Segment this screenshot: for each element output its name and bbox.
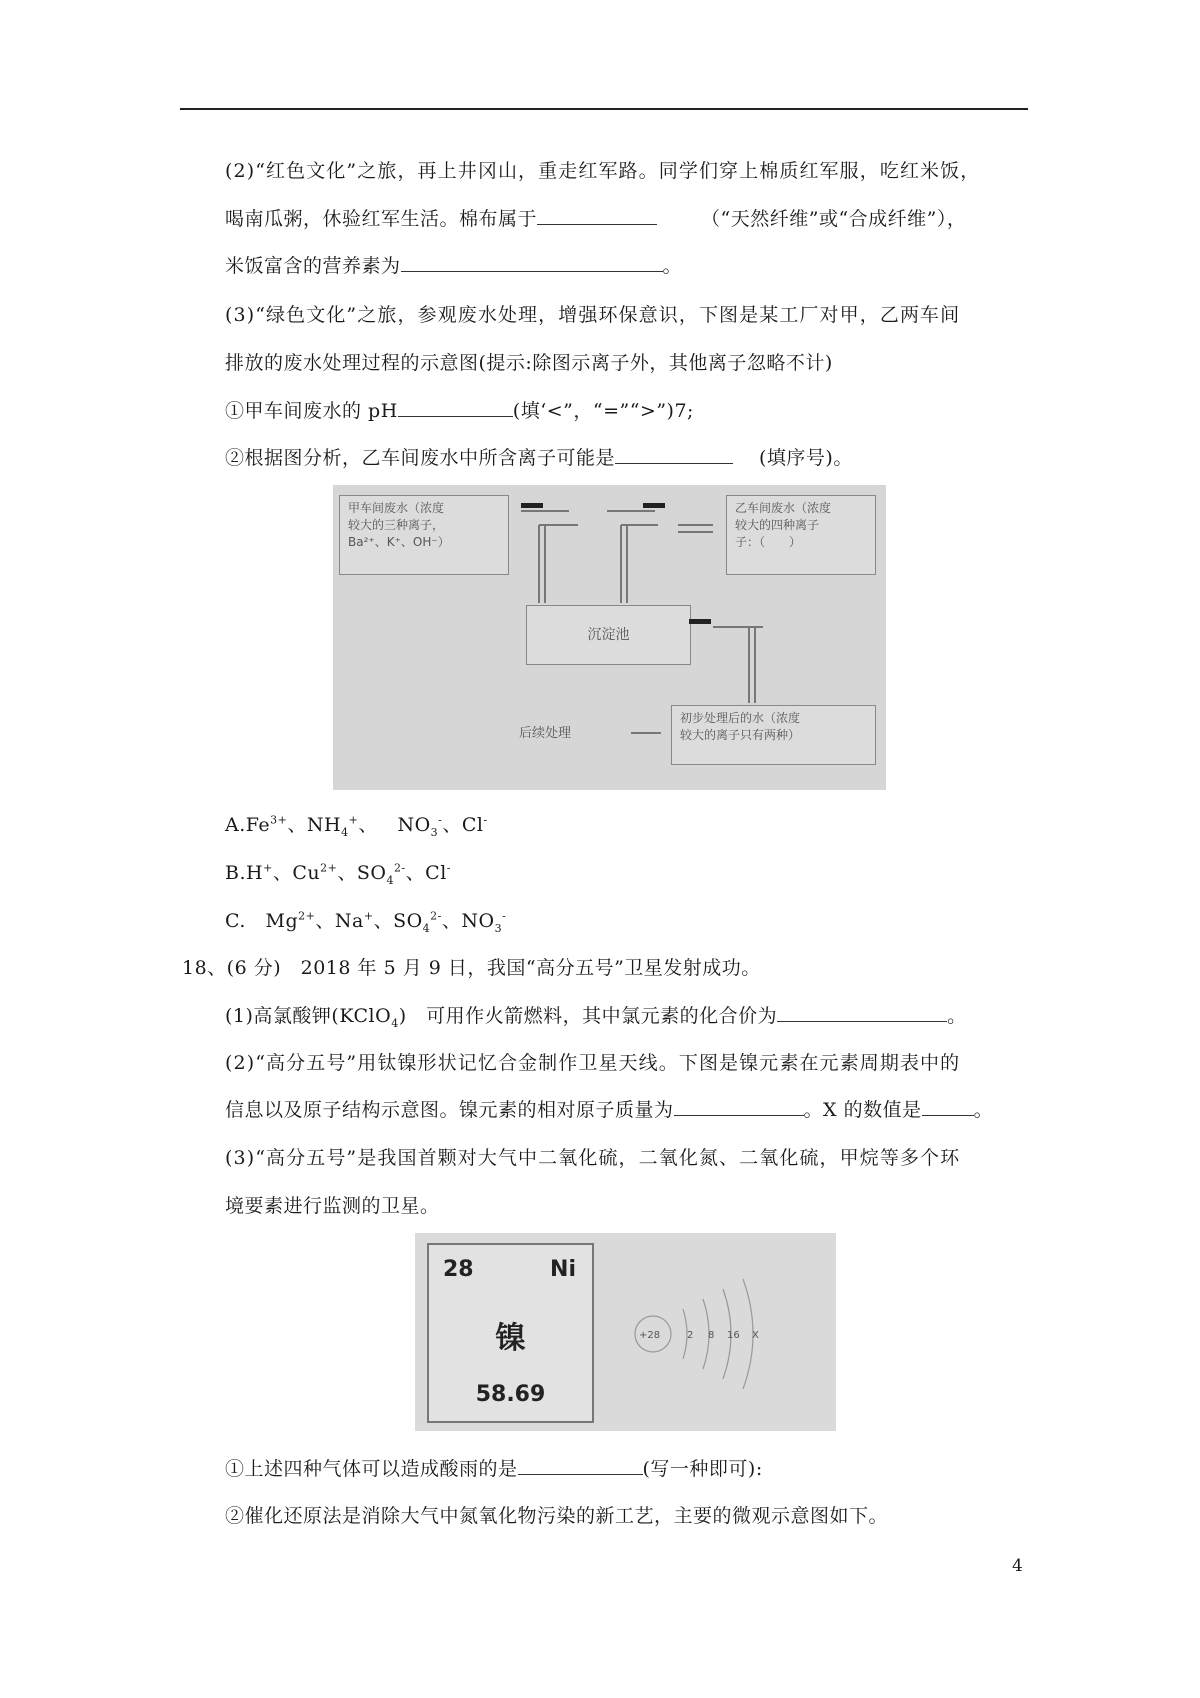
answer-blank [537, 206, 657, 225]
shell-2: 8 [708, 1330, 715, 1341]
atomic-structure-diagram [605, 1233, 835, 1431]
q18-s3-line1: (3)“高分五号”是我国首颗对大气中二氧化硫，二氧化氮、二氧化硫，甲烷等多个环 [225, 1147, 961, 1169]
q17-2-line1: (2)“红色文化”之旅，再上井冈山，重走红军路。同学们穿上棉质红军服，吃红米饭， [225, 160, 981, 182]
q17-3-sub1: ①甲车间废水的 pH (填‘<”，“=”“>”)7; [225, 400, 694, 422]
element-symbol: Ni [550, 1257, 576, 1282]
q18-s2-line2: 信息以及原子结构示意图。镍元素的相对原子质量为 。X 的数值是 。 [225, 1099, 994, 1121]
periodic-table-cell [427, 1243, 594, 1423]
box-treated-water: 初步处理后的水（浓度 较大的离子只有两种） [671, 705, 876, 765]
q18-s1: (1)高氯酸钾(KClO$_4$) 可用作火箭燃料，其中氯元素的化合价为 。 [225, 1005, 967, 1030]
answer-blank [922, 1097, 974, 1116]
answer-blank [398, 398, 513, 417]
q17-3-line2: 排放的废水处理过程的示意图(提示:除图示离子外，其他离子忽略不计) [225, 352, 833, 374]
q17-2-line3: 米饭富含的营养素为 。 [225, 255, 683, 277]
page-number: 4 [1012, 1556, 1023, 1576]
answer-blank [518, 1456, 643, 1475]
option-a: $A.Fe^{3+}$、$NH_4^+$、 $NO_3^-$、Cl- [225, 813, 488, 839]
q17-3-line1: (3)“绿色文化”之旅，参观废水处理，增强环保意识，下图是某工厂对甲，乙两车间 [225, 304, 961, 326]
q18-s2-line1: (2)“高分五号”用钛镍形状记忆合金制作卫星天线。下图是镍元素在元素周期表中的 [225, 1052, 961, 1074]
atomic-mass: 58.69 [475, 1382, 546, 1407]
q18-s3-sub2: ②催化还原法是消除大气中氮氧化物污染的新工艺，主要的微观示意图如下。 [225, 1505, 889, 1527]
q17-3-sub2: ②根据图分析，乙车间废水中所含离子可能是 (填序号)。 [225, 447, 853, 469]
header-rule [180, 108, 1028, 110]
answer-blank [615, 445, 733, 464]
label-followup-treatment: 后续处理 [519, 726, 572, 741]
box-sedimentation-tank: 沉淀池 [526, 605, 691, 665]
box-workshop-b: 乙车间废水（浓度 较大的四种离子 子：（ ） [726, 495, 876, 575]
atomic-number: 28 [443, 1257, 474, 1282]
flow-arrows [333, 485, 886, 790]
answer-blank [777, 1003, 947, 1022]
nucleus-charge: +28 [639, 1330, 661, 1341]
q18-s3-sub1: ①上述四种气体可以造成酸雨的是 (写一种即可): [225, 1458, 763, 1480]
answer-blank [674, 1097, 804, 1116]
q17-2-line2: 喝南瓜粥，休验红军生活。棉布属于 （“天然纤维”或“合成纤维”）， [225, 208, 967, 230]
answer-blank [401, 253, 663, 272]
shell-1: 2 [687, 1330, 694, 1341]
shell-4: X [752, 1330, 759, 1341]
option-b: B.H+、$Cu^{2+}$、$SO_4^{2-}$、Cl- [225, 861, 452, 887]
q18-s3-line2: 境要素进行监测的卫星。 [225, 1195, 440, 1217]
box-workshop-a: 甲车间废水（浓度 较大的三种离子， Ba²⁺、K⁺、OH⁻） [339, 495, 509, 575]
option-c: C. $Mg^{2+}$、Na+、$SO_4^{2-}$、$NO_3^-$ [225, 909, 507, 935]
nickel-element-figure [415, 1233, 836, 1431]
q18-header: 18、(6 分) 2018 年 5 月 9 日，我国“高分五号”卫星发射成功。 [182, 957, 761, 979]
wastewater-flow-diagram [333, 485, 886, 790]
shell-3: 16 [727, 1330, 740, 1341]
element-name: 镍 [495, 1321, 526, 1356]
